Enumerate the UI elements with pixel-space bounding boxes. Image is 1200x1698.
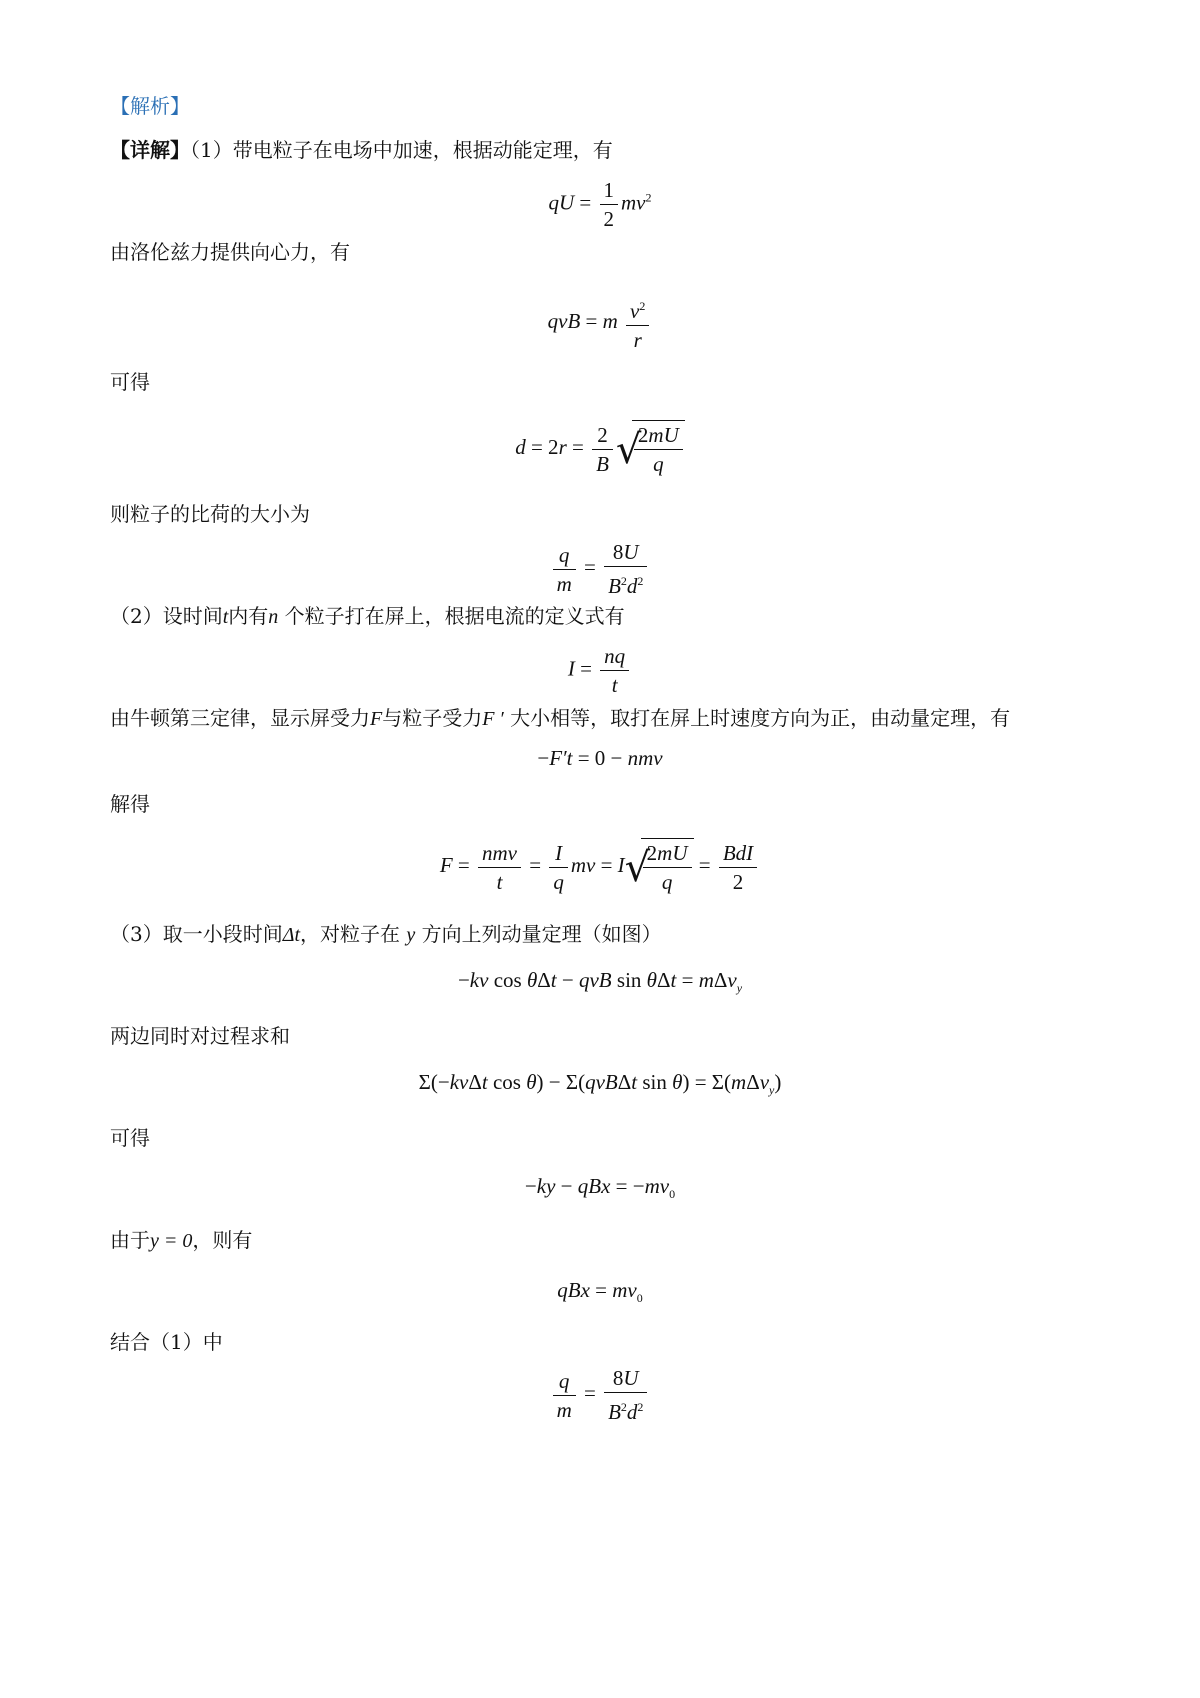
paragraph-1 — [110, 136, 613, 164]
paragraph-1-text: （1）带电粒子在电场中加速，根据动能定理，有 — [190, 138, 613, 162]
equation-2: qvB = m $\frac{v^2}{r}$ — [0, 292, 1200, 354]
equation-10: −ky − qBx = $-mv_0$ — [524, 1174, 676, 1202]
equation-1: qU = $\frac{1}{2}$ $mv^2$ — [548, 178, 652, 231]
equation-12: $\frac{q}{m}$ = $\frac{8U}{B^2d^2}$ — [0, 1364, 1200, 1426]
section-label: 【解析】 — [110, 94, 190, 118]
equation-5: I = $\frac{nq}{t}$ — [0, 642, 1200, 699]
equation-3: d = 2r = $\frac{2}{B}$ √ $\frac{2mU}{q}$ — [0, 420, 1200, 478]
paragraph-3: 可得 — [110, 370, 150, 394]
paragraph-10: 可得 — [110, 1126, 150, 1150]
paragraph-4: 则粒子的比荷的大小为 — [110, 502, 310, 526]
equation-6: −F′t = 0 − nmv — [537, 746, 663, 770]
paragraph-12: 结合（1）中 — [110, 1330, 223, 1354]
equation-7: F = $\frac{\text{nmv}}{t}$ = $\frac{I}{q}$ mv = I √ $\frac{2mU}{q}$ = $\frac{\text{BdI}}{2}$ — [0, 838, 1200, 896]
equation-4: $\frac{q}{m}$ = $\frac{8U}{B^2d^2}$ — [0, 538, 1200, 600]
detail-label: 【详解】 — [110, 138, 190, 162]
paragraph-9: 两边同时对过程求和 — [110, 1024, 290, 1048]
equation-8: −kv cos θΔt − qvB sin θΔt = mΔv$_y$ — [457, 968, 743, 996]
paragraph-7: 解得 — [110, 792, 150, 816]
paragraph-8: （3）取一小段时间Δt，对粒子在 y 方向上列动量定理（如图） — [110, 922, 662, 946]
paragraph-5: （2）设时间t内有n 个粒子打在屏上，根据电流的定义式有 — [110, 604, 625, 628]
equation-11: qBx = $mv_0$ — [557, 1278, 643, 1306]
paragraph-2: 由洛伦兹力提供向心力，有 — [110, 240, 350, 264]
paragraph-6: 由牛顿第三定律，显示屏受力F与粒子受力F ′ 大小相等，取打在屏上时速度方向为正，由动量定理，有 — [110, 706, 1011, 730]
equation-9: Σ(−kvΔt cos θ) − Σ(qvBΔt sin θ) = Σ(mΔv$_y$) — [418, 1070, 782, 1098]
paragraph-11: 由于y = 0，则有 — [110, 1228, 253, 1252]
